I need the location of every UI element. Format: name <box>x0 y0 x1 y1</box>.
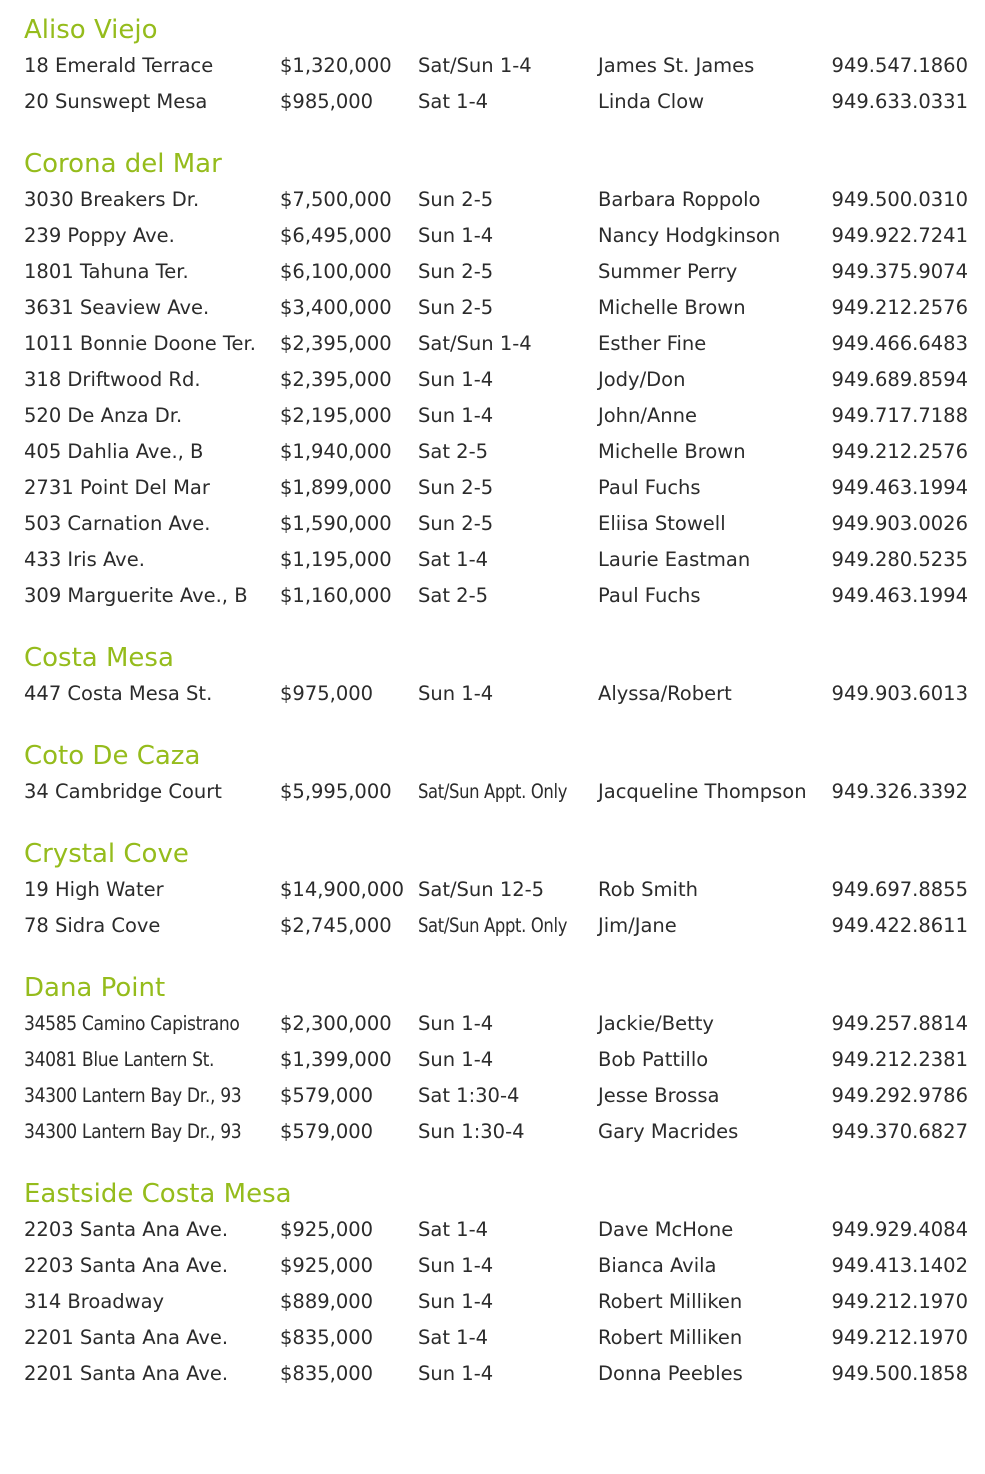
listing-agent: Nancy Hodgkinson <box>598 224 781 247</box>
listing-open-house-time: Sun 1:30-4 <box>418 1120 525 1143</box>
listing-address: 2201 Santa Ana Ave. <box>24 1326 229 1349</box>
listing-price: $6,495,000 <box>280 224 392 247</box>
listing-open-house-time: Sat/Sun 1-4 <box>418 54 532 77</box>
listing-phone: 949.212.2381 <box>831 1048 968 1071</box>
listing-price: $2,745,000 <box>280 914 392 937</box>
listing-address: 433 Iris Ave. <box>24 548 145 571</box>
listing-price: $835,000 <box>280 1326 374 1349</box>
listing-row <box>24 218 968 254</box>
listing-address: 20 Sunswept Mesa <box>24 90 208 113</box>
listing-phone: 949.633.0331 <box>831 90 968 113</box>
listing-row <box>24 872 968 908</box>
listing-phone: 949.689.8594 <box>831 368 968 391</box>
city-section <box>24 970 968 1150</box>
city-section <box>24 146 968 614</box>
listing-phone: 949.717.7188 <box>831 404 968 427</box>
listing-row <box>24 578 968 614</box>
listing-row <box>24 1078 968 1114</box>
listing-row <box>24 1284 968 1320</box>
listing-address: 2731 Point Del Mar <box>24 476 210 499</box>
listing-agent: Dave McHone <box>598 1218 734 1241</box>
listing-address: 2203 Santa Ana Ave. <box>24 1218 229 1241</box>
listing-price: $925,000 <box>280 1254 374 1277</box>
listing-open-house-time: Sun 1-4 <box>418 1048 494 1071</box>
listing-phone: 949.375.9074 <box>831 260 968 283</box>
listing-price: $975,000 <box>280 682 374 705</box>
listing-agent: Rob Smith <box>598 878 698 901</box>
listing-price: $7,500,000 <box>280 188 392 211</box>
listing-agent: Linda Clow <box>598 90 705 113</box>
listing-price: $6,100,000 <box>280 260 392 283</box>
listing-agent: Donna Peebles <box>598 1362 743 1385</box>
listing-open-house-time: Sat/Sun 12-5 <box>418 878 545 901</box>
listing-agent: Michelle Brown <box>598 296 746 319</box>
listing-price: $579,000 <box>280 1084 374 1107</box>
listing-phone: 949.903.0026 <box>831 512 968 535</box>
listing-price: $1,899,000 <box>280 476 392 499</box>
listing-phone: 949.292.9786 <box>831 1084 968 1107</box>
city-heading: Coto De Caza <box>24 741 201 771</box>
listing-agent: Laurie Eastman <box>598 548 751 571</box>
city-heading: Costa Mesa <box>24 643 174 673</box>
listing-open-house-time: Sun 1-4 <box>418 1012 494 1035</box>
city-section <box>24 1176 968 1392</box>
listing-phone: 949.500.0310 <box>831 188 968 211</box>
listing-row <box>24 1114 968 1150</box>
listing-phone: 949.212.1970 <box>831 1290 968 1313</box>
listing-agent: Alyssa/Robert <box>598 682 732 705</box>
listing-open-house-time: Sat/Sun 1-4 <box>418 332 532 355</box>
listing-open-house-time: Sat/Sun Appt. Only <box>418 780 568 803</box>
city-section <box>24 640 968 712</box>
listing-agent: Gary Macrides <box>598 1120 739 1143</box>
listing-row <box>24 1212 968 1248</box>
listing-open-house-time: Sun 1-4 <box>418 368 494 391</box>
listing-phone: 949.257.8814 <box>831 1012 968 1035</box>
listing-address: 1011 Bonnie Doone Ter. <box>24 332 256 355</box>
listing-address: 318 Driftwood Rd. <box>24 368 201 391</box>
listing-phone: 949.697.8855 <box>831 878 968 901</box>
listing-open-house-time: Sat 1-4 <box>418 1326 489 1349</box>
listing-price: $889,000 <box>280 1290 374 1313</box>
listing-price: $1,195,000 <box>280 548 392 571</box>
listing-price: $985,000 <box>280 90 374 113</box>
listing-open-house-time: Sun 2-5 <box>418 476 494 499</box>
listing-row <box>24 254 968 290</box>
listing-row <box>24 290 968 326</box>
listing-agent: Robert Milliken <box>598 1326 743 1349</box>
listing-row <box>24 542 968 578</box>
listing-price: $835,000 <box>280 1362 374 1385</box>
listing-address: 34 Cambridge Court <box>24 780 222 803</box>
listing-phone: 949.463.1994 <box>831 584 968 607</box>
listing-row <box>24 470 968 506</box>
listing-agent: Jackie/Betty <box>598 1012 714 1035</box>
listing-open-house-time: Sun 1-4 <box>418 1254 494 1277</box>
city-heading: Dana Point <box>24 973 166 1003</box>
listing-phone: 949.370.6827 <box>831 1120 968 1143</box>
listing-price: $14,900,000 <box>280 878 405 901</box>
listing-agent: Jacqueline Thompson <box>598 780 807 803</box>
listing-row <box>24 326 968 362</box>
listing-open-house-time: Sat 2-5 <box>418 440 489 463</box>
listing-address: 2201 Santa Ana Ave. <box>24 1362 229 1385</box>
listing-agent: James St. James <box>598 54 755 77</box>
city-heading: Eastside Costa Mesa <box>24 1179 292 1209</box>
listing-address: 503 Carnation Ave. <box>24 512 211 535</box>
listing-phone: 949.212.2576 <box>831 440 968 463</box>
listing-row <box>24 182 968 218</box>
listing-agent: Michelle Brown <box>598 440 746 463</box>
city-heading: Aliso Viejo <box>24 15 158 45</box>
listing-agent: Barbara Roppolo <box>598 188 761 211</box>
listing-phone: 949.463.1994 <box>831 476 968 499</box>
listing-address: 3631 Seaview Ave. <box>24 296 210 319</box>
listing-price: $2,300,000 <box>280 1012 392 1035</box>
listing-address: 314 Broadway <box>24 1290 165 1313</box>
listing-price: $1,160,000 <box>280 584 392 607</box>
listing-agent: Summer Perry <box>598 260 738 283</box>
listing-agent: John/Anne <box>598 404 698 427</box>
listing-address: 2203 Santa Ana Ave. <box>24 1254 229 1277</box>
listing-phone: 949.326.3392 <box>831 780 968 803</box>
listing-row <box>24 676 968 712</box>
listing-open-house-time: Sun 2-5 <box>418 188 494 211</box>
listing-agent: Eliisa Stowell <box>598 512 726 535</box>
listing-phone: 949.929.4084 <box>831 1218 968 1241</box>
listing-row <box>24 398 968 434</box>
listing-address: 447 Costa Mesa St. <box>24 682 213 705</box>
listing-open-house-time: Sat 1-4 <box>418 90 489 113</box>
listing-open-house-time: Sun 2-5 <box>418 296 494 319</box>
listing-row <box>24 362 968 398</box>
listing-agent: Jody/Don <box>598 368 686 391</box>
open-house-listings <box>24 12 968 1418</box>
listing-row <box>24 84 968 120</box>
listing-price: $1,590,000 <box>280 512 392 535</box>
listing-agent: Robert Milliken <box>598 1290 743 1313</box>
listing-price: $1,320,000 <box>280 54 392 77</box>
listing-address: 78 Sidra Cove <box>24 914 161 937</box>
listing-agent: Esther Fine <box>598 332 707 355</box>
listing-open-house-time: Sat/Sun Appt. Only <box>418 914 568 937</box>
city-section <box>24 12 968 120</box>
listing-price: $3,400,000 <box>280 296 392 319</box>
listing-agent: Jesse Brossa <box>598 1084 720 1107</box>
listing-phone: 949.466.6483 <box>831 332 968 355</box>
listing-phone: 949.422.8611 <box>831 914 968 937</box>
listing-agent: Paul Fuchs <box>598 584 701 607</box>
listing-price: $2,195,000 <box>280 404 392 427</box>
listing-address: 34081 Blue Lantern St. <box>24 1048 215 1071</box>
listing-row <box>24 908 968 944</box>
listing-price: $579,000 <box>280 1120 374 1143</box>
listing-open-house-time: Sun 1-4 <box>418 404 494 427</box>
listing-phone: 949.413.1402 <box>831 1254 968 1277</box>
listing-address: 520 De Anza Dr. <box>24 404 183 427</box>
listing-agent: Jim/Jane <box>598 914 677 937</box>
listing-address: 18 Emerald Terrace <box>24 54 214 77</box>
listing-address: 3030 Breakers Dr. <box>24 188 200 211</box>
listing-row <box>24 1356 968 1392</box>
listing-agent: Bianca Avila <box>598 1254 717 1277</box>
listing-open-house-time: Sat 2-5 <box>418 584 489 607</box>
listing-open-house-time: Sat 1-4 <box>418 548 489 571</box>
listing-phone: 949.903.6013 <box>831 682 968 705</box>
listing-open-house-time: Sun 1-4 <box>418 224 494 247</box>
listing-open-house-time: Sat 1-4 <box>418 1218 489 1241</box>
listing-open-house-time: Sun 2-5 <box>418 512 494 535</box>
listing-row <box>24 48 968 84</box>
listing-price: $925,000 <box>280 1218 374 1241</box>
listing-price: $2,395,000 <box>280 332 392 355</box>
listing-row <box>24 1248 968 1284</box>
listing-price: $1,940,000 <box>280 440 392 463</box>
listing-row <box>24 1042 968 1078</box>
listing-agent: Paul Fuchs <box>598 476 701 499</box>
listing-agent: Bob Pattillo <box>598 1048 709 1071</box>
listing-row <box>24 1006 968 1042</box>
listing-address: 239 Poppy Ave. <box>24 224 175 247</box>
listing-address: 34300 Lantern Bay Dr., 93 <box>24 1120 242 1143</box>
listing-phone: 949.547.1860 <box>831 54 968 77</box>
listing-phone: 949.500.1858 <box>831 1362 968 1385</box>
listing-price: $5,995,000 <box>280 780 392 803</box>
listing-address: 405 Dahlia Ave., B <box>24 440 204 463</box>
listing-open-house-time: Sat 1:30-4 <box>418 1084 520 1107</box>
listing-address: 19 High Water <box>24 878 164 901</box>
city-section <box>24 836 968 944</box>
listing-phone: 949.212.1970 <box>831 1326 968 1349</box>
listing-row <box>24 774 968 810</box>
listing-open-house-time: Sun 1-4 <box>418 682 494 705</box>
listing-open-house-time: Sun 1-4 <box>418 1362 494 1385</box>
listing-row <box>24 434 968 470</box>
listing-open-house-time: Sun 2-5 <box>418 260 494 283</box>
listing-address: 34300 Lantern Bay Dr., 93 <box>24 1084 242 1107</box>
listing-phone: 949.280.5235 <box>831 548 968 571</box>
listing-price: $2,395,000 <box>280 368 392 391</box>
listing-row <box>24 506 968 542</box>
listing-address: 309 Marguerite Ave., B <box>24 584 248 607</box>
listing-address: 34585 Camino Capistrano <box>24 1012 240 1035</box>
city-heading: Crystal Cove <box>24 839 189 869</box>
city-heading: Corona del Mar <box>24 149 222 179</box>
listing-address: 1801 Tahuna Ter. <box>24 260 189 283</box>
listing-open-house-time: Sun 1-4 <box>418 1290 494 1313</box>
listing-row <box>24 1320 968 1356</box>
listing-phone: 949.922.7241 <box>831 224 968 247</box>
listing-phone: 949.212.2576 <box>831 296 968 319</box>
listing-price: $1,399,000 <box>280 1048 392 1071</box>
city-section <box>24 738 968 810</box>
